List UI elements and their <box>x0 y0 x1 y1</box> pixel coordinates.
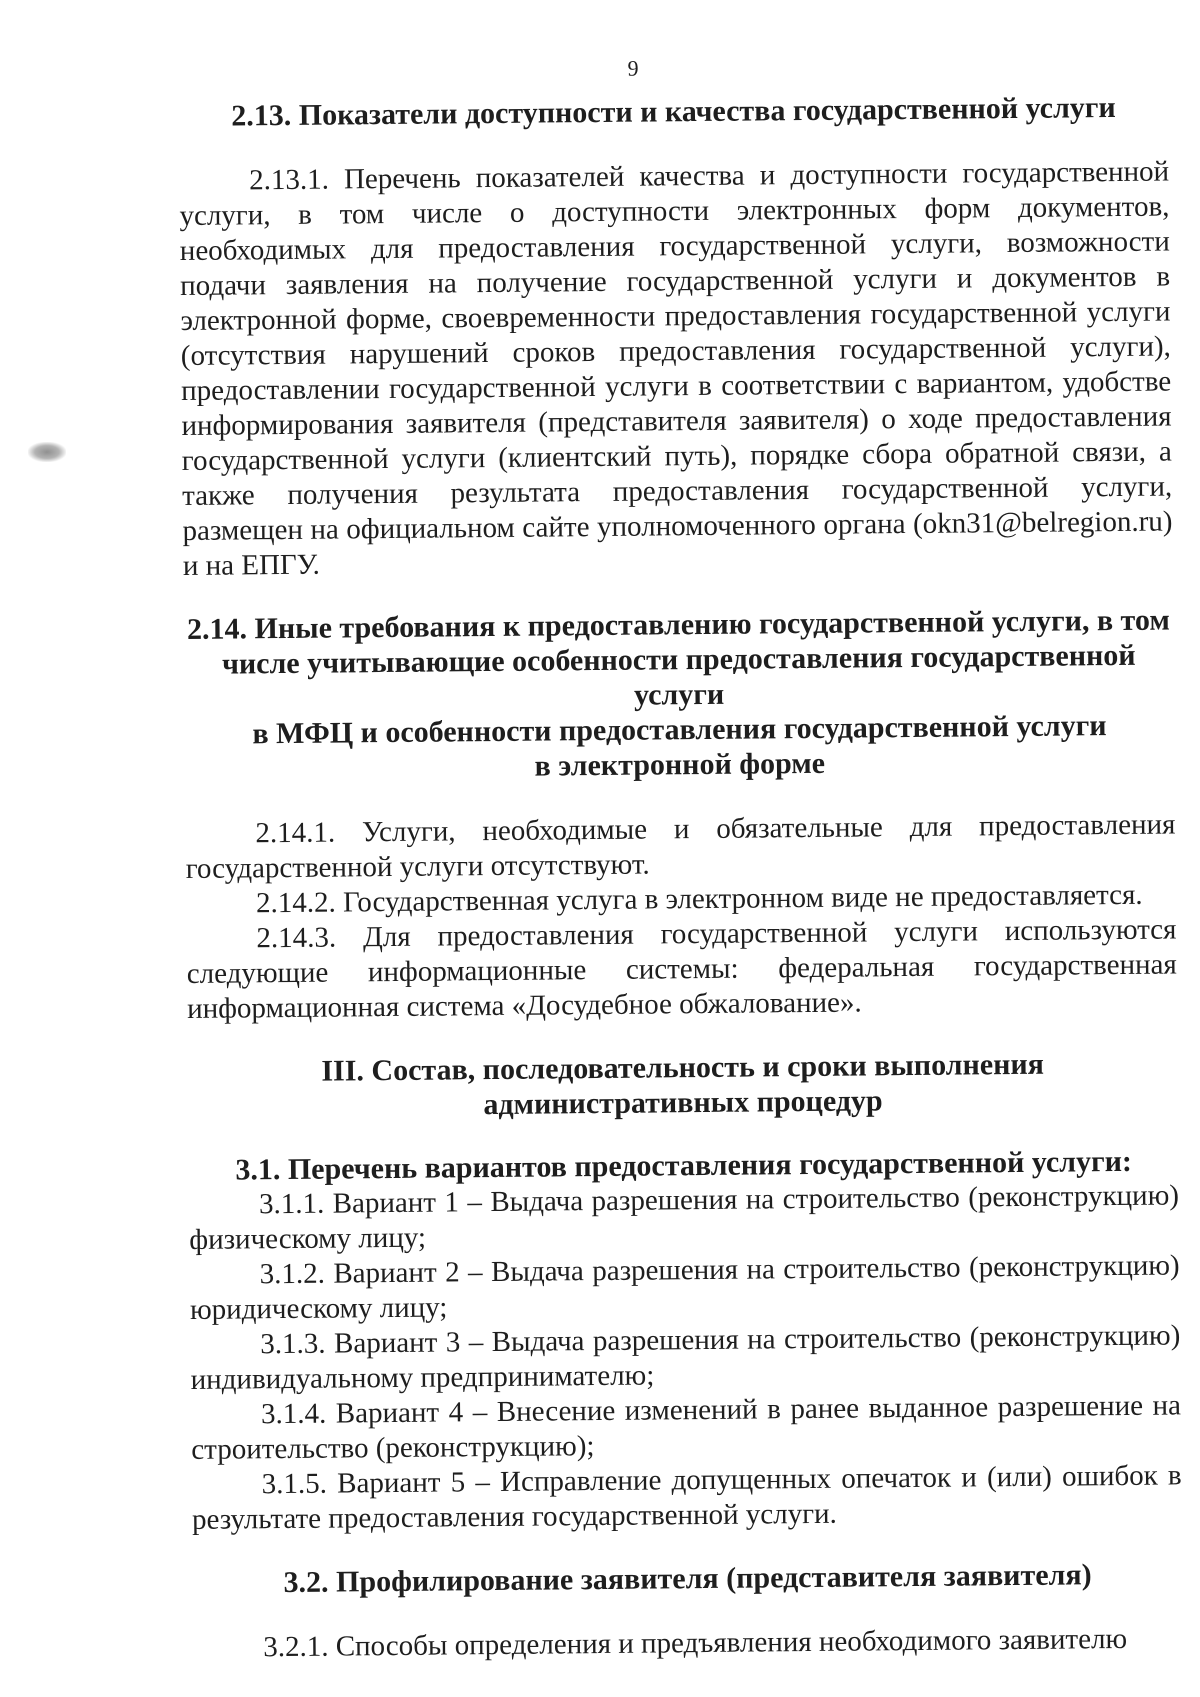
list-item-3-1-1: 3.1.1. Вариант 1 – Выдача разрешения на строительство (реконструкцию) физическому лицу; <box>189 1179 1180 1256</box>
section-3-title-line: III. Состав, последовательность и сроки выполнения <box>321 1047 1045 1088</box>
list-item-3-1-5: 3.1.5. Вариант 5 – Исправление допущенных опечаток и (или) ошибок в результате предоставления государственной услуги. <box>191 1459 1182 1536</box>
scan-artifact <box>28 442 66 462</box>
list-item-3-1-4: 3.1.4. Вариант 4 – Внесение изменений в ранее выданное разрешение на строительство (реконструкцию); <box>191 1389 1182 1466</box>
section-2-13-title: 2.13. Показатели доступности и качества государственной услуги <box>231 91 1116 133</box>
list-item-3-1-2: 3.1.2. Вариант 2 – Выдача разрешения на строительство (реконструкцию) юридическому лицу; <box>189 1249 1180 1326</box>
section-3-title <box>188 1045 1179 1125</box>
paragraph-2-14-2: 2.14.2. Государственная услуга в электронном виде не предоставляется. <box>255 878 1143 920</box>
section-3-2-title: 3.2. Профилирование заявителя (представителя заявителя) <box>283 1558 1092 1600</box>
paragraph-2-14-3: 2.14.3. Для предоставления государственной услуги используются следующие информационные системы: федеральная государственная информационная система «Досудебное обжалование». <box>186 913 1177 1025</box>
page-number: 9 <box>627 55 639 81</box>
section-2-14-title-line: числе учитывающие особенности предоставления государственной услуги <box>221 638 1136 712</box>
section-2-14-title-line: 2.14. Иные требования к предоставлению государственной услуги, в том <box>186 603 1170 646</box>
section-3-title-line: административных процедур <box>483 1084 883 1122</box>
section-2-14-title-line: в электронной форме <box>534 746 826 783</box>
paragraph-3-2-1: 3.2.1. Способы определения и предъявления необходимого заявителю <box>263 1622 1128 1664</box>
section-3-1-title: 3.1. Перечень вариантов предоставления государственной услуги: <box>235 1144 1133 1187</box>
page-content <box>178 50 1183 1665</box>
paragraph-2-14-1: 2.14.1. Услуги, необходимые и обязательные для предоставления государственной услуги отсутствуют. <box>185 808 1176 885</box>
paragraph-2-13-1: 2.13.1. Перечень показателей качества и доступности государственной услуги, в том числе о доступности электронных форм документов, необходимых для предоставления государственной услуги, возможности подачи заявления на получение государственной услуги и документов в электронной форме, своевременности предоставления государственной услуги (отсутствия нарушений сроков предоставления государственной услуги), предоставлении государственной услуги в соответствии с вариантом, удобстве информирования заявителя (представителя заявителя) о ходе предоставления государственной услуги (клиентский путь), порядке сбора обратной связи, а также получения результата предоставления государственной услуги, размещен на официальном сайте уполномоченного органа (okn31@belregion.ru) и на ЕПГУ. <box>179 155 1173 582</box>
section-2-14-title-line: в МФЦ и особенности предоставления государственной услуги <box>252 709 1107 751</box>
section-2-14-title <box>183 602 1175 786</box>
list-item-3-1-3: 3.1.3. Вариант 3 – Выдача разрешения на строительство (реконструкцию) индивидуальному предпринимателю; <box>190 1319 1181 1396</box>
